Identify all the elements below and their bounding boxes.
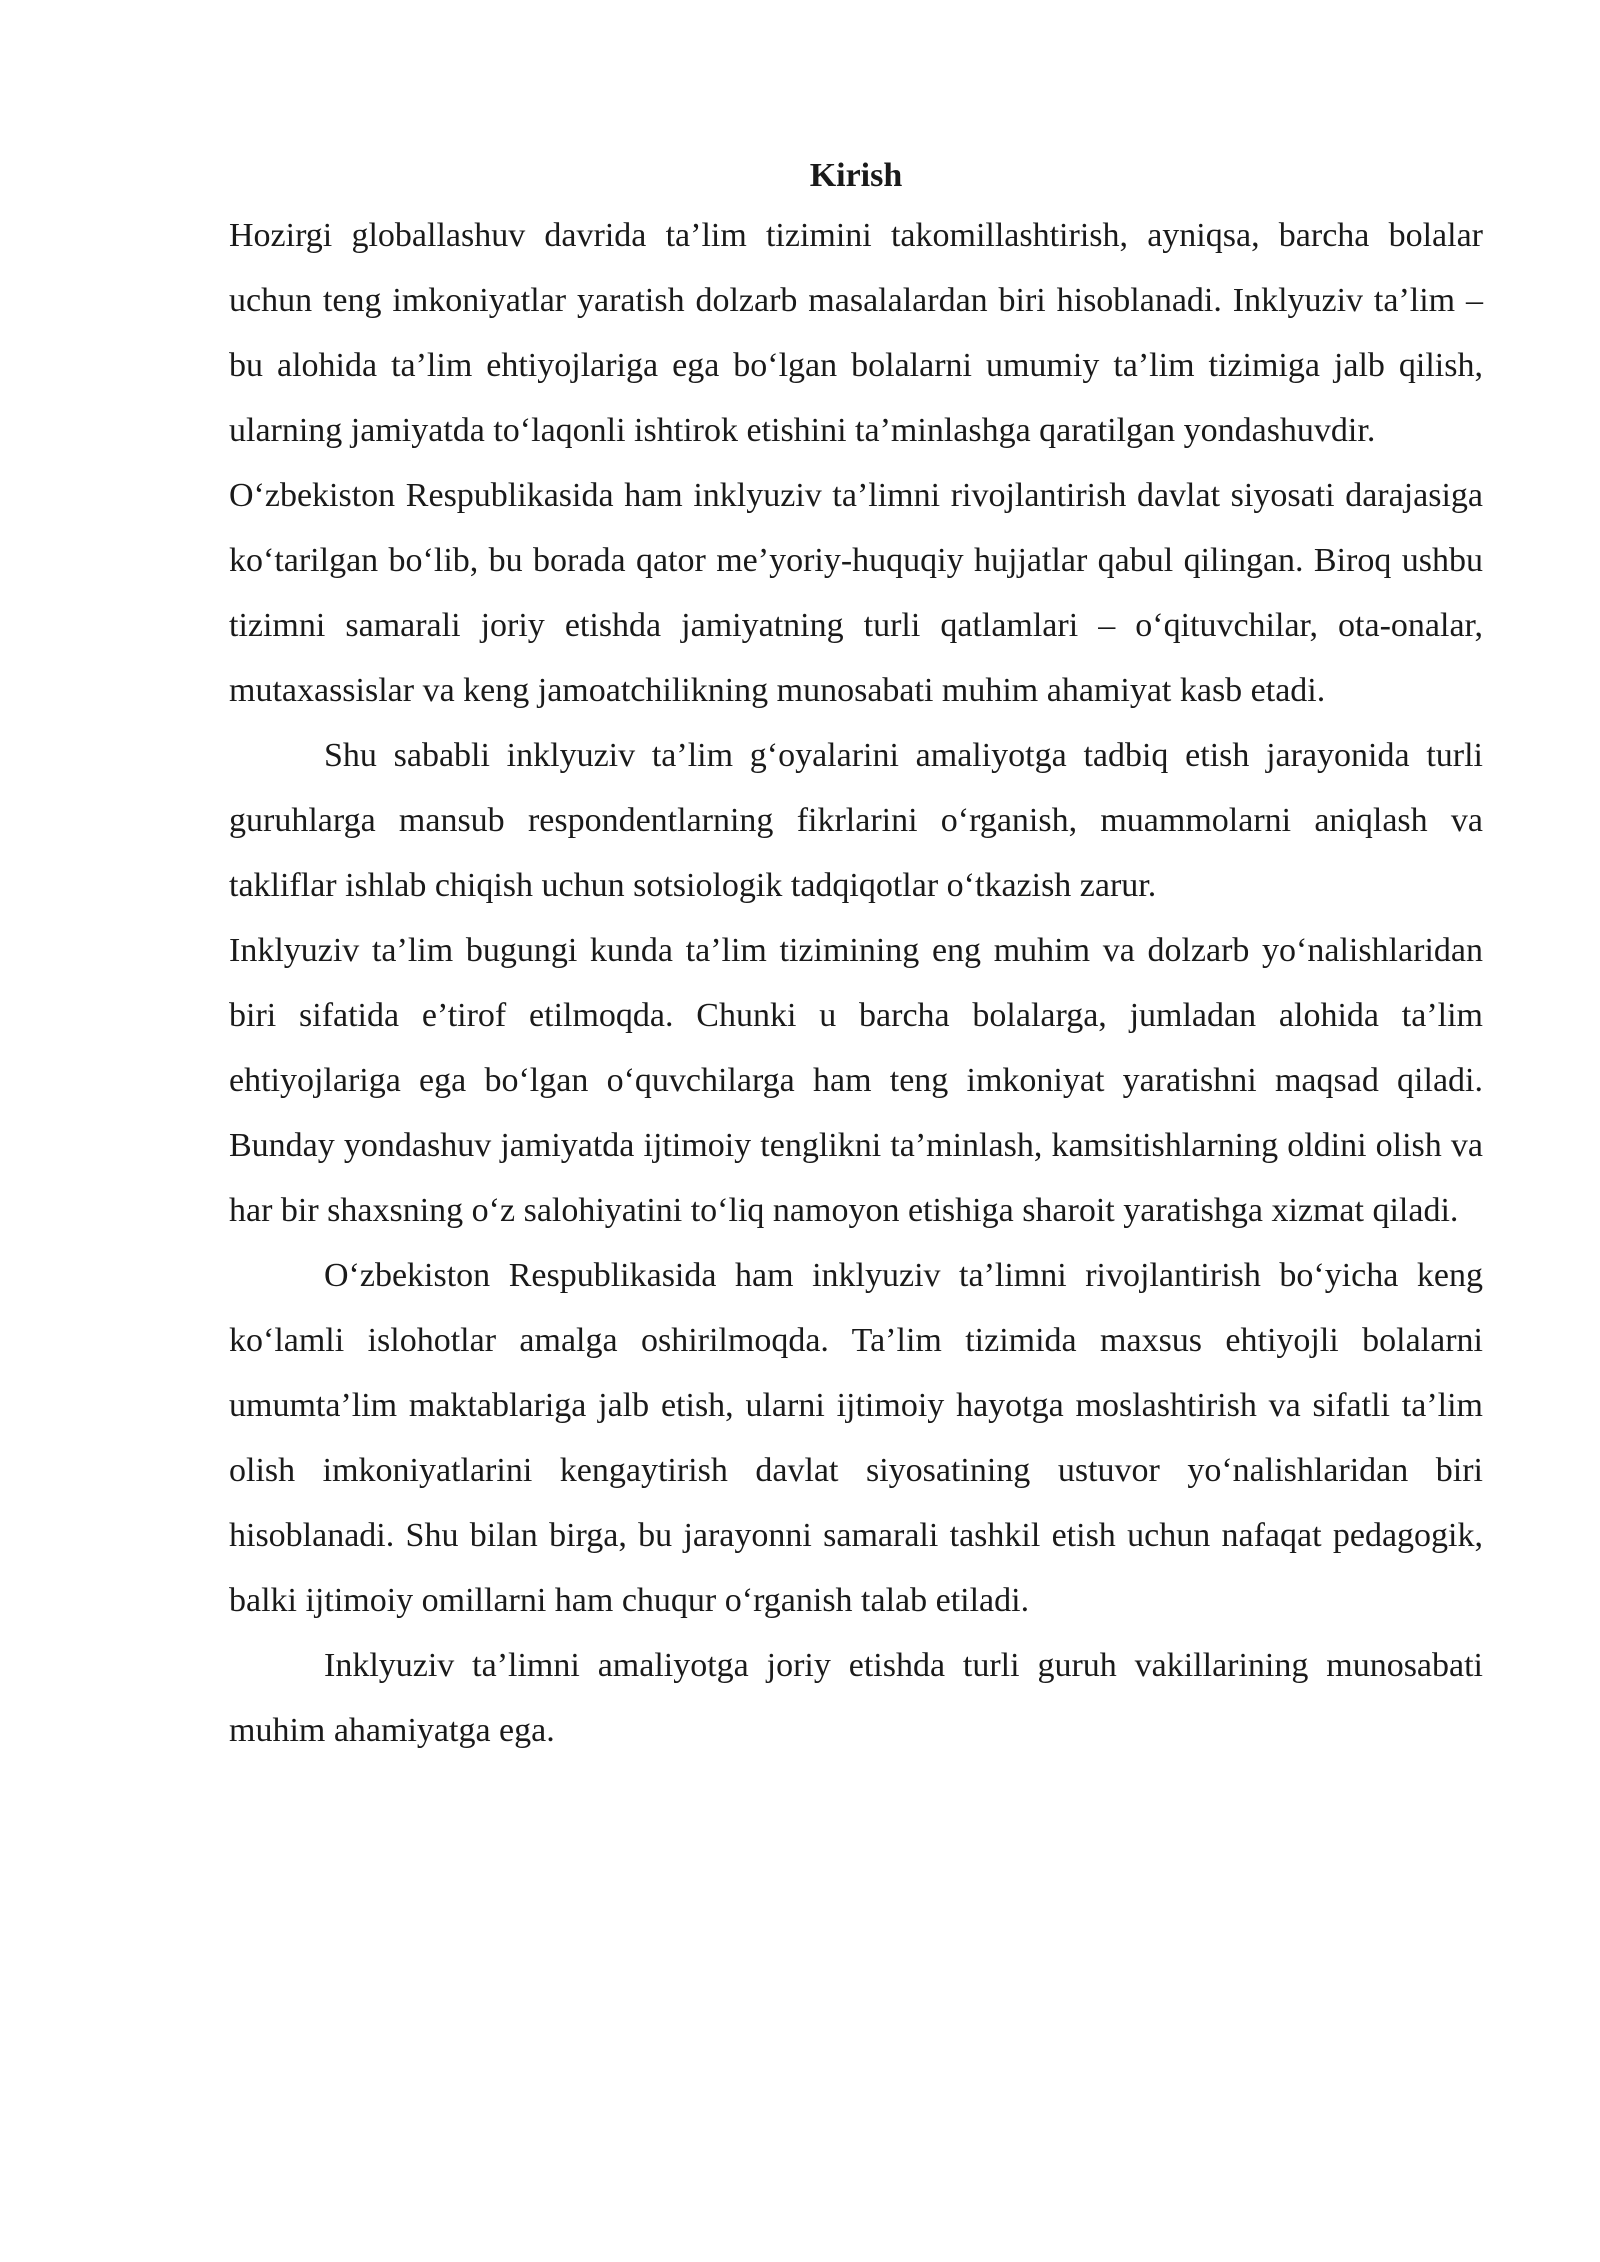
page-title: Kirish [809, 157, 903, 194]
paragraph-5: O‘zbekiston Respublikasida ham inklyuziv ta’limni rivojlantirish bo‘yicha keng ko‘lamli islohotlar amalga oshirilmoqda. Ta’lim tizimida maxsus ehtiyojli bolalarni umumta’lim maktablariga jalb etish, ularni ijtimoiy hayotga moslashtirish va sifatli ta’lim olish imkoniyatlarini kengaytirish davlat siyosatining ustuvor yo‘nalishlaridan biri hisoblanadi. Shu bilan birga, bu jarayonni samarali tashkil etish uchun nafaqat pedagogik, balki ijtimoiy omillarni ham chuqur o‘rganish talab etiladi. [229, 1257, 1483, 1619]
document-page [229, 148, 1483, 1763]
paragraph-2: O‘zbekiston Respublikasida ham inklyuziv ta’limni rivojlantirish davlat siyosati darajasiga ko‘tarilgan bo‘lib, bu borada qator me’yoriy-huquqiy hujjatlar qabul qilingan. Biroq ushbu tizimni samarali joriy etishda jamiyatning turli qatlamlari – o‘qituvchilar, ota-onalar, mutaxassislar va keng jamoatchilikning munosabati muhim ahamiyat kasb etadi. [229, 477, 1483, 709]
paragraph-1: Hozirgi globallashuv davrida ta’lim tizimini takomillashtirish, ayniqsa, barcha bolalar uchun teng imkoniyatlar yaratish dolzarb masalalardan biri hisoblanadi. Inklyuziv ta’lim – bu alohida ta’lim ehtiyojlariga ega bo‘lgan bolalarni umumiy ta’lim tizimiga jalb qilish, ularning jamiyatda to‘laqonli ishtirok etishini ta’minlashga qaratilgan yondashuvdir. [229, 217, 1483, 449]
paragraph-3: Shu sababli inklyuziv ta’lim g‘oyalarini amaliyotga tadbiq etish jarayonida turli guruhlarga mansub respondentlarning fikrlarini o‘rganish, muammolarni aniqlash va takliflar ishlab chiqish uchun sotsiologik tadqiqotlar o‘tkazish zarur. [229, 737, 1483, 904]
paragraph-6: Inklyuziv ta’limni amaliyotga joriy etishda turli guruh vakillarining munosabati muhim ahamiyatga ega. [229, 1647, 1483, 1749]
paragraph-4: Inklyuziv ta’lim bugungi kunda ta’lim tizimining eng muhim va dolzarb yo‘nalishlaridan biri sifatida e’tirof etilmoqda. Chunki u barcha bolalarga, jumladan alohida ta’lim ehtiyojlariga ega bo‘lgan o‘quvchilarga ham teng imkoniyat yaratishni maqsad qiladi. Bunday yondashuv jamiyatda ijtimoiy tenglikni ta’minlash, kamsitishlarning oldini olish va har bir shaxsning o‘z salohiyatini to‘liq namoyon etishiga sharoit yaratishga xizmat qiladi. [229, 932, 1483, 1229]
